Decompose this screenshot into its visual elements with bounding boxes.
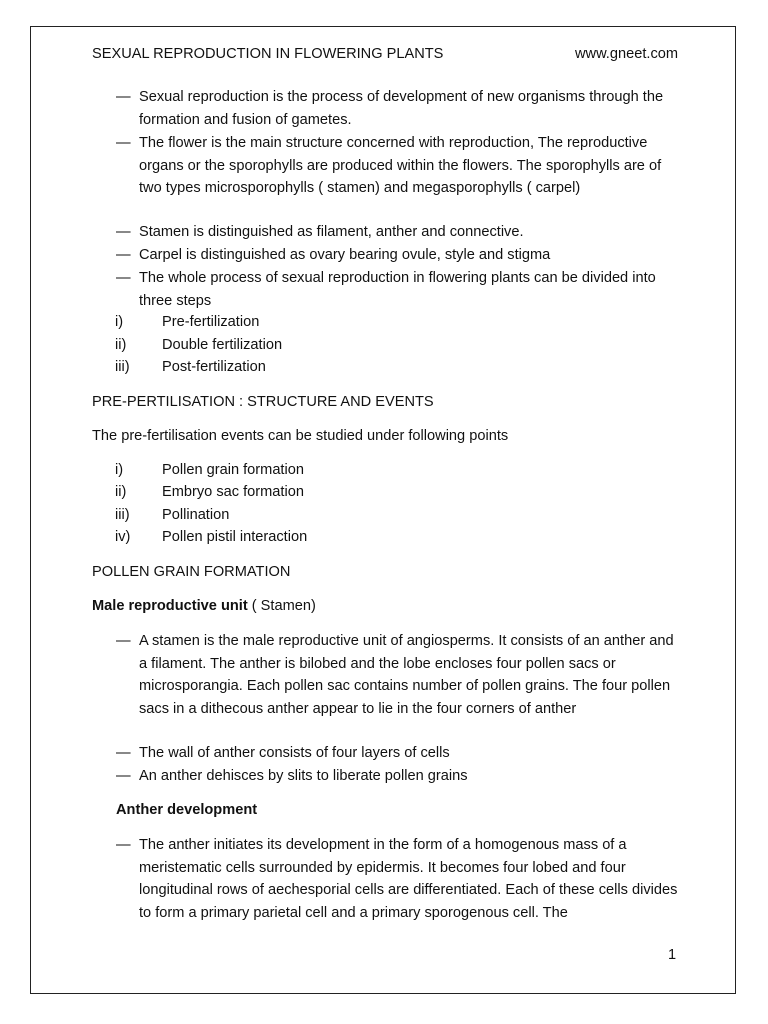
- male-unit-bold: Male reproductive unit: [92, 598, 248, 614]
- list-item: The whole process of sexual reproduction in flowering plants can be divided into three steps: [139, 270, 656, 309]
- list-item: A stamen is the male reproductive unit of angiosperms. It consists of an anther and a filament. The anther is bilobed and the lobe encloses four pollen sacs or microsporangia. Each pollen sac contains number of pollen grains. The four pollen sacs in a dithecous anther appear to lie in the four corners of anther: [139, 633, 674, 717]
- list-item: Stamen is distinguished as filament, anther and connective.: [139, 224, 524, 240]
- pre-intro-text: The pre-fertilisation events can be studied under following points: [92, 428, 509, 444]
- male-unit-heading: [92, 595, 316, 618]
- step-text: Double fertilization: [162, 337, 283, 353]
- dash-bullet: —: [116, 768, 131, 784]
- point-number: ii): [115, 484, 127, 500]
- dash-bullet: —: [116, 89, 131, 105]
- step-number: ii): [115, 337, 127, 353]
- dash-bullet: —: [116, 837, 131, 853]
- dash-bullet: —: [116, 745, 131, 761]
- point-text: Pollination: [162, 507, 230, 523]
- point-number: iv): [115, 529, 131, 545]
- point-text: Pollen grain formation: [162, 462, 304, 478]
- dash-bullet: —: [116, 633, 131, 649]
- list-item: The flower is the main structure concerned with reproduction, The reproductive organs or the sporophylls are produced within the flowers. The sporophylls are of two types microsporophylls ( stamen) and megasporophylls ( carpel): [139, 135, 662, 196]
- point-number: i): [115, 462, 124, 478]
- list-item: Sexual reproduction is the process of development of new organisms through the formation and fusion of gametes.: [139, 89, 664, 128]
- dash-bullet: —: [116, 247, 131, 263]
- point-text: Pollen pistil interaction: [162, 529, 308, 545]
- point-text: Embryo sac formation: [162, 484, 304, 500]
- dash-bullet: —: [116, 135, 131, 151]
- document-title: SEXUAL REPRODUCTION IN FLOWERING PLANTS: [92, 46, 444, 62]
- dash-bullet: —: [116, 270, 131, 286]
- page-number: 1: [668, 947, 677, 963]
- list-item: The wall of anther consists of four layers of cells: [139, 745, 450, 761]
- step-text: Pre-fertilization: [162, 314, 260, 330]
- list-item: The anther initiates its development in the form of a homogenous mass of a meristematic cells surrounded by epidermis. It becomes four lobed and four longitudinal rows of aechesporial cells are differentiated. Each of these cells divides to form a primary parietal cell and a primary sporogenous cell. The: [139, 837, 678, 921]
- list-item: An anther dehisces by slits to liberate pollen grains: [139, 768, 468, 784]
- section-heading-pollen: POLLEN GRAIN FORMATION: [92, 564, 291, 580]
- anther-heading: Anther development: [116, 802, 258, 818]
- step-number: i): [115, 314, 124, 330]
- step-number: iii): [115, 359, 130, 375]
- male-unit-rest: ( Stamen): [247, 598, 316, 614]
- dash-bullet: —: [116, 224, 131, 240]
- list-item: Carpel is distinguished as ovary bearing ovule, style and stigma: [139, 247, 551, 263]
- step-text: Post-fertilization: [162, 359, 266, 375]
- website-label: www.gneet.com: [575, 46, 679, 62]
- section-heading-pre: PRE-PERTILISATION : STRUCTURE AND EVENTS: [92, 394, 434, 410]
- point-number: iii): [115, 507, 130, 523]
